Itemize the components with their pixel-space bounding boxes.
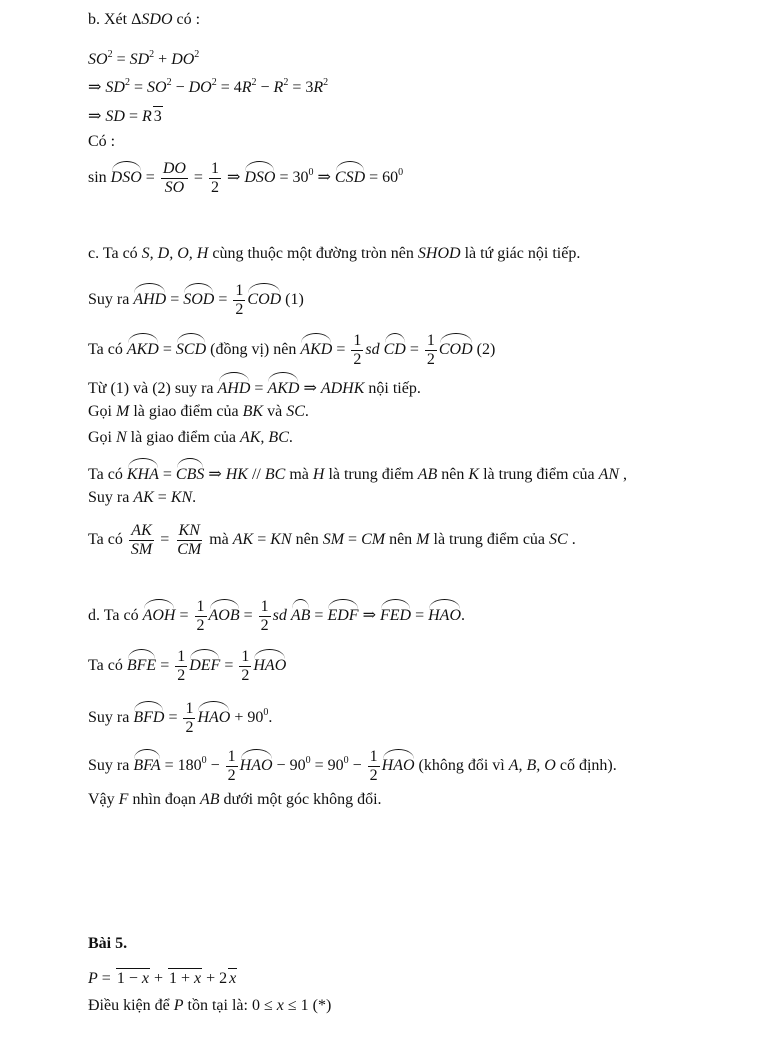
equation: P = 1 − x + 1 + x + 2 x <box>88 970 237 987</box>
equation: Suy ra BFD = $\frac{1}{2}$ HAO + $90^0$. <box>88 700 273 736</box>
equation: Ta có $\frac{AK}{SM}$ = $\frac{KN}{CM}$ mà AK = KN nên SM = CM nên M là trung điểm của SC . <box>88 522 576 558</box>
equation: sin DSO = $\frac{DO}{SO}$ = $\frac{1}{2}$ ⇒ DSO = $30^0$ ⇒ CSD = $60^0$ <box>88 160 404 196</box>
section-title: Bài 5. <box>88 935 128 952</box>
text-line: Có : <box>88 133 116 150</box>
equation: $SO^2 = SD^2 + DO^2$ <box>88 49 200 68</box>
text-line: c. Ta có S, D, O, H cùng thuộc một đường tròn nên SHOD là tứ giác nội tiếp. <box>88 245 581 262</box>
text-line: Điều kiện để P tồn tại là: 0 ≤ x ≤ 1 (*) <box>88 997 332 1014</box>
equation: Suy ra AHD = SOD = $\frac{1}{2}$ COD (1) <box>88 282 304 318</box>
equation: ⇒ SD = R 3 <box>88 108 162 125</box>
equation: Ta có BFE = $\frac{1}{2}$ DEF = $\frac{1}{2}$ HAO <box>88 648 287 684</box>
equation: ⇒ $SD^2 = SO^2 - DO^2 = 4R^2 - R^2 = 3R^2$ <box>88 77 329 96</box>
equation: Suy ra BFA = $180^0$ − $\frac{1}{2}$ HAO − $90^0 = 90^0$ − $\frac{1}{2}$ HAO (không đổi vì A, B, O cố định). <box>88 748 617 784</box>
equation: d. Ta có AOH = $\frac{1}{2}$ AOB = $\frac{1}{2}$ sd AB = EDF ⇒ FED = HAO. <box>88 598 465 634</box>
text-line: Gọi N là giao điểm của AK, BC. <box>88 429 293 446</box>
text-line: Ta có KHA = CBS ⇒ HK // BC mà H là trung điểm AB nên K là trung điểm của AN , <box>88 462 627 485</box>
part-b-heading: b. Xét ΔSDO có : <box>88 11 201 28</box>
text-line: Vậy F nhìn đoạn AB dưới một góc không đổi. <box>88 791 382 808</box>
text-line: Gọi M là giao điểm của BK và SC. <box>88 403 309 420</box>
text-line: Từ (1) và (2) suy ra AHD = AKD ⇒ ADHK nội tiếp. <box>88 376 421 399</box>
equation: Ta có AKD = SCD (đồng vị) nên AKD = $\frac{1}{2}$ sd CD = $\frac{1}{2}$ COD (2) <box>88 332 496 368</box>
text-line: Suy ra AK = KN. <box>88 489 197 506</box>
